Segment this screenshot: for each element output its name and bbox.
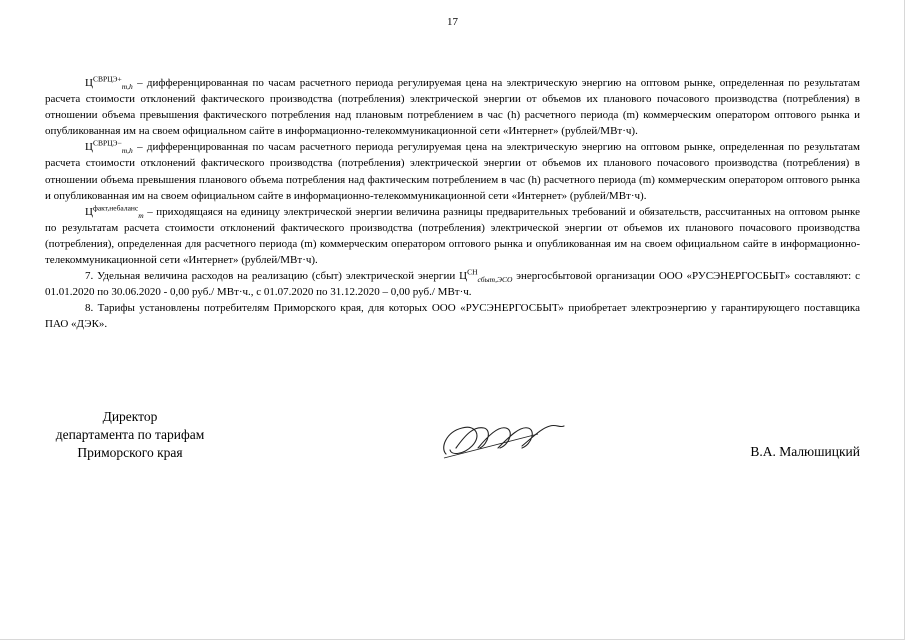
- page-number: 17: [447, 16, 458, 28]
- paragraph-fact-imbalance: $Ц^{факт,небаланс}_m$ – приходящаяся на единицу электрической энергии величина разницы предварительных требований и обязательств, рассчитанных на оптовом рынке по результатам расчета стоимости отклонений фактического производства (потребления) электрической энергии от объемов их планового почасового производства (потребления), определенная для расчетного периода (m) коммерческим оператором оптового рынка и опубликованная им на своем официальном сайте в информационно-телекоммуникационной сети «Интернет» (рублей/МВт·ч).: [45, 203, 860, 267]
- paragraph-svrce-plus: $Ц^{СВРЦЭ+}_{m,h}$ – дифференцированная по часам расчетного периода регулируемая цена на электрическую энергию на оптовом рынке, определенная по результатам расчета стоимости отклонений фактического производства (потребления) электрической энергии от объемов их планового почасового производства (потребления) в отношении объема превышения фактического потребления над плановым потреблением в час (h) расчетного периода (m) коммерческим оператором оптового рынка и опубликованная им на своем официальном сайте в информационно-телекоммуникационной сети «Интернет» (рублей/МВт·ч).: [45, 74, 860, 138]
- signer-name: В.А. Малюшицкий: [750, 444, 860, 459]
- formula-symbol: $Ц^{СВРЦЭ+}_{m,h}$: [85, 74, 133, 92]
- paragraph-item-7: 7. Удельная величина расходов на реализацию (сбыт) электрической энергии $Ц^{СН}_{сбыт,ЭСО}$ энергосбытовой организации ООО «РУСЭНЕРГОСБЫТ» составляют: с 01.01.2020 по 30.06.2020 - 0,00 руб./ МВт·ч., с 01.07.2020 по 31.12.2020 – 0,00 руб./ МВт·ч.: [45, 267, 860, 299]
- signatory-title: [30, 408, 230, 462]
- document-body: [45, 75, 860, 333]
- formula-symbol: $Ц^{СВРЦЭ-}_{m,h}$: [85, 138, 133, 156]
- paragraph-item-8: 8. Тарифы установлены потребителям Приморского края, для которых ООО «РУСЭНЕРГОСБЫТ» приобретает электроэнергию у гарантирующего поставщика ПАО «ДЭК».: [45, 302, 860, 331]
- signatory-title-line: Директор: [102, 409, 158, 424]
- handwritten-signature: [438, 414, 568, 464]
- signatory-title-line: департамента по тарифам: [55, 427, 205, 442]
- paragraph-svrce-minus: $Ц^{СВРЦЭ-}_{m,h}$ – дифференцированная по часам расчетного периода регулируемая цена на электрическую энергию на оптовом рынке, определенная по результатам расчета стоимости отклонений фактического производства (потребления) электрической энергии от объемов их планового почасового производства (потребления) в отношении объема превышения планового объема потребления над фактическим потреблением в час (h) расчетного периода (m) коммерческим оператором оптового рынка и опубликованная им на своем официальном сайте в информационно-телекоммуникационной сети «Интернет» (рублей/МВт·ч).: [45, 138, 860, 202]
- formula-symbol: $Ц^{факт,небаланс}_m$: [85, 203, 144, 220]
- formula-symbol: $Ц^{СН}_{сбыт,ЭСО}$: [459, 267, 513, 285]
- signatory-title-line: Приморского края: [77, 445, 183, 460]
